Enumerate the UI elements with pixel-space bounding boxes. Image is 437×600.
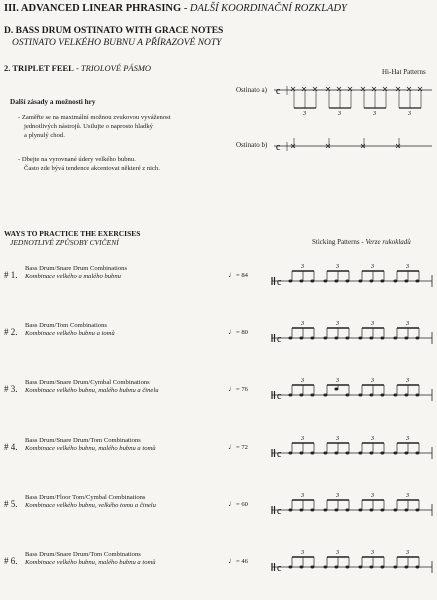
exercise-title — [25, 437, 156, 453]
tempo-marking — [228, 556, 248, 565]
exercise-title — [25, 265, 127, 281]
ostinato-a-staff — [272, 82, 434, 116]
x-note-head — [313, 87, 317, 91]
note-head — [369, 566, 373, 569]
ways-heading-cz: JEDNOTLIVÉ ZPŮSOBY CVIČENÍ — [10, 238, 119, 247]
sticking-label-text: Sticking Patterns - — [312, 238, 366, 246]
exercise-title-cz: Kombinace velkého bubnu, malého bubnu a tomů — [25, 445, 156, 452]
tempo-value: = 60 — [236, 501, 248, 508]
triplet-number: 3 — [371, 550, 374, 556]
note-head — [299, 566, 303, 569]
exercise-title-cz: Kombinace velkého bubnu, velkého tomu a činelu — [25, 502, 156, 509]
triplet-title-cz: - TRIOLOVÉ PÁSMO — [75, 63, 152, 73]
x-note-head — [348, 87, 352, 91]
note-head — [369, 337, 373, 340]
ostinato-a-label: Ostinato a) — [236, 86, 267, 94]
exercise-number: # 6. — [4, 556, 18, 566]
common-time-symbol: c — [277, 506, 282, 517]
rules-bullet-2 — [18, 155, 160, 173]
exercise-title-cz: Kombinace velkého bubnu, malého bubnu a činelu — [25, 387, 159, 394]
hihat-patterns-label: Hi-Hat Patterns — [382, 68, 426, 76]
exercise-title-cz: Kombinace velkého a malého bubnu — [25, 273, 121, 280]
note-head — [310, 280, 314, 283]
x-note-head — [407, 87, 411, 91]
sticking-label-cz: Verze rukokladů — [365, 238, 411, 246]
common-time-symbol: c — [276, 142, 281, 153]
note-head — [288, 394, 292, 397]
quarter-note-icon: ♩ — [228, 556, 236, 565]
note-head — [334, 509, 338, 512]
rules-heading: Další zásady a možnosti hry — [10, 98, 96, 106]
triplet-number: 3 — [336, 436, 339, 442]
exercise-title-en: Bass Drum/Snare Drum/Tom Combinations — [25, 551, 141, 558]
note-head — [334, 566, 338, 569]
quarter-note-icon: ♩ — [228, 442, 236, 451]
rules-bullet-1 — [18, 113, 171, 140]
exercise-staff — [270, 433, 434, 463]
triplet-number: 3 — [371, 321, 374, 327]
exercise-title-cz: Kombinace velkého bubnu, malého bubnu a tomů — [25, 559, 156, 566]
triplet-number: 3 — [406, 321, 409, 327]
triplet-number: 3 — [301, 264, 304, 270]
triplet-number: 3 — [371, 436, 374, 442]
quarter-note-icon: ♩ — [228, 327, 236, 336]
note-head — [299, 509, 303, 512]
exercise-title — [25, 322, 115, 338]
note-head — [323, 337, 327, 340]
exercise-staff — [270, 375, 434, 405]
note-head — [404, 566, 408, 569]
note-head — [310, 509, 314, 512]
triplet-number: 3 — [303, 111, 306, 116]
note-head — [358, 509, 362, 512]
note-head — [358, 337, 362, 340]
note-head — [323, 452, 327, 455]
note-head — [415, 509, 419, 512]
sticking-patterns-label — [312, 238, 411, 246]
note-head — [310, 566, 314, 569]
note-head — [310, 452, 314, 455]
tempo-value: = 76 — [236, 386, 248, 393]
note-head — [310, 337, 314, 340]
note-head — [288, 280, 292, 283]
note-head — [358, 394, 362, 397]
x-note-head — [361, 87, 365, 91]
triplet-number: 3 — [373, 111, 376, 116]
exercise-number: # 5. — [4, 499, 18, 509]
note-head — [310, 394, 314, 397]
note-head — [345, 337, 349, 340]
x-note-head — [396, 87, 400, 91]
triplet-number: 3 — [406, 550, 409, 556]
note-head — [380, 509, 384, 512]
note-head — [415, 280, 419, 283]
note-head — [404, 452, 408, 455]
note-head — [299, 280, 303, 283]
triplet-number: 3 — [371, 493, 374, 499]
note-head — [369, 452, 373, 455]
page-title-cz: - DALŠÍ KOORDINAČNÍ ROZKLADY — [183, 3, 347, 14]
exercise-title — [25, 494, 156, 510]
note-head — [415, 337, 419, 340]
note-head — [393, 394, 397, 397]
note-head — [369, 509, 373, 512]
note-head — [369, 394, 373, 397]
exercise-staff — [270, 547, 434, 577]
note-head — [299, 452, 303, 455]
x-note-head — [326, 87, 330, 91]
note-head — [415, 566, 419, 569]
exercise-title-en: Bass Drum/Tom Combinations — [25, 322, 107, 329]
exercise-number: # 3. — [4, 384, 18, 394]
triplet-title — [4, 63, 151, 73]
triplet-number: 3 — [336, 321, 339, 327]
page-title-text: III. ADVANCED LINEAR PHRASING — [4, 3, 182, 14]
note-head — [404, 280, 408, 283]
note-head — [345, 452, 349, 455]
section-title: D. BASS DRUM OSTINATO WITH GRACE NOTES — [4, 26, 224, 36]
tempo-value: = 80 — [236, 329, 248, 336]
exercise-number: # 4. — [4, 442, 18, 452]
rules-bullet-1-line-3: a plynulý chod. — [24, 132, 65, 139]
note-head — [334, 337, 338, 340]
common-time-symbol: c — [277, 277, 282, 288]
triplet-number: 3 — [301, 378, 304, 384]
ostinato-b-staff — [272, 138, 434, 168]
triplet-title-text: 2. TRIPLET FEEL — [4, 63, 74, 73]
note-head — [358, 280, 362, 283]
exercise-title — [25, 379, 159, 395]
triplet-number: 3 — [301, 550, 304, 556]
rules-bullet-2-line-2: Často zde bývá tendence akcentovat některé z nich. — [24, 165, 160, 172]
triplet-number: 3 — [336, 264, 339, 270]
note-head — [380, 280, 384, 283]
note-head — [380, 452, 384, 455]
tempo-marking — [228, 384, 248, 393]
triplet-number: 3 — [336, 378, 339, 384]
exercise-number: # 2. — [4, 327, 18, 337]
note-head — [288, 566, 292, 569]
note-head — [299, 337, 303, 340]
note-head — [323, 280, 327, 283]
tempo-marking — [228, 442, 248, 451]
quarter-note-icon: ♩ — [228, 499, 236, 508]
triplet-number: 3 — [336, 550, 339, 556]
exercise-title-en: Bass Drum/Snare Drum Combinations — [25, 265, 128, 272]
x-note-head — [302, 87, 306, 91]
x-note-head — [372, 87, 376, 91]
quarter-note-icon: ♩ — [228, 384, 236, 393]
note-head — [345, 509, 349, 512]
tempo-value: = 72 — [236, 444, 248, 451]
note-head — [288, 452, 292, 455]
tempo-value: = 84 — [236, 272, 248, 279]
note-head — [393, 452, 397, 455]
triplet-number: 3 — [406, 378, 409, 384]
triplet-number: 3 — [301, 493, 304, 499]
note-head — [323, 394, 327, 397]
note-head — [393, 566, 397, 569]
ways-heading: WAYS TO PRACTICE THE EXERCISES — [4, 229, 141, 238]
note-head — [380, 394, 384, 397]
triplet-number: 3 — [301, 321, 304, 327]
note-head — [334, 280, 338, 283]
note-head — [404, 337, 408, 340]
common-time-symbol: c — [277, 563, 282, 574]
note-head — [404, 394, 408, 397]
exercise-number: # 1. — [4, 270, 18, 280]
note-head — [288, 337, 292, 340]
note-head — [334, 388, 338, 391]
note-head — [288, 509, 292, 512]
rules-bullet-1-line-2: jednotlivých nástrojů. Usilujte o naprosto hladký — [24, 123, 153, 130]
note-head — [380, 566, 384, 569]
triplet-number: 3 — [336, 493, 339, 499]
common-time-symbol: c — [276, 86, 281, 97]
triplet-number: 3 — [371, 264, 374, 270]
note-head — [415, 394, 419, 397]
exercise-title-en: Bass Drum/Floor Tom/Cymbal Combinations — [25, 494, 146, 501]
ostinato-a-notes — [291, 87, 422, 116]
exercise-title — [25, 551, 156, 567]
note-head — [393, 337, 397, 340]
x-note-head — [291, 87, 295, 91]
triplet-number: 3 — [406, 264, 409, 270]
exercise-staff — [270, 261, 434, 291]
tempo-marking — [228, 499, 248, 508]
exercise-staff — [270, 318, 434, 348]
note-head — [345, 280, 349, 283]
exercise-title-en: Bass Drum/Snare Drum/Cymbal Combinations — [25, 379, 150, 386]
section-subtitle: OSTINATO VELKÉHO BUBNU A PŘÍRAZOVÉ NOTY — [12, 38, 222, 48]
tempo-marking — [228, 270, 248, 279]
common-time-symbol: c — [277, 334, 282, 345]
tempo-marking — [228, 327, 248, 336]
x-note-head — [418, 87, 422, 91]
x-note-head — [337, 87, 341, 91]
common-time-symbol: c — [277, 449, 282, 460]
note-head — [415, 452, 419, 455]
x-note-head — [383, 87, 387, 91]
page-title — [4, 3, 347, 14]
note-head — [345, 394, 349, 397]
triplet-number: 3 — [406, 436, 409, 442]
exercise-staff — [270, 490, 434, 520]
note-head — [369, 280, 373, 283]
note-head — [323, 509, 327, 512]
note-head — [345, 566, 349, 569]
note-head — [299, 394, 303, 397]
note-head — [323, 566, 327, 569]
triplet-number: 3 — [371, 378, 374, 384]
exercise-title-en: Bass Drum/Snare Drum/Tom Combinations — [25, 437, 141, 444]
note-head — [334, 452, 338, 455]
rules-bullet-2-line-1: - Dbejte na vyrovnané údery velkého bubnu. — [18, 156, 136, 163]
note-head — [358, 566, 362, 569]
exercise-title-cz: Kombinace velkého bubnu a tomů — [25, 330, 115, 337]
ostinato-b-label: Ostinato b) — [236, 141, 268, 149]
note-head — [393, 280, 397, 283]
rules-bullet-1-line-1: - Zaměřte se na maximální možnou zvukovou vyváženost — [18, 114, 171, 121]
tempo-value: = 46 — [236, 558, 248, 565]
triplet-number: 3 — [338, 111, 341, 116]
quarter-note-icon: ♩ — [228, 270, 236, 279]
common-time-symbol: c — [277, 391, 282, 402]
ostinato-b-notes — [291, 138, 400, 148]
triplet-number: 3 — [408, 111, 411, 116]
triplet-number: 3 — [301, 436, 304, 442]
note-head — [393, 509, 397, 512]
note-head — [358, 452, 362, 455]
note-head — [380, 337, 384, 340]
triplet-number: 3 — [406, 493, 409, 499]
note-head — [404, 509, 408, 512]
